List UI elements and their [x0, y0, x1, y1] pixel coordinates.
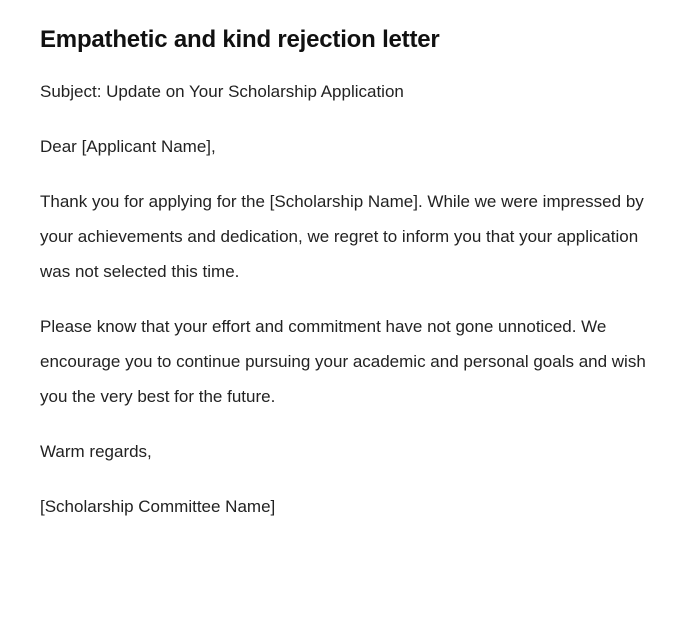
paragraph-closing: Warm regards,: [40, 442, 152, 461]
paragraph-salutation: Dear [Applicant Name],: [40, 137, 216, 156]
paragraph-signature: [Scholarship Committee Name]: [40, 497, 276, 516]
page-title: Empathetic and kind rejection letter: [40, 26, 440, 53]
paragraph-subject: Subject: Update on Your Scholarship Application: [40, 82, 404, 101]
paragraph-body-2: Please know that your effort and commitment have not gone unnoticed. We encourage you to continue pursuing your academic and personal goals and wish you the very best for the future.: [40, 317, 646, 406]
paragraph-body-1: Thank you for applying for the [Scholarship Name]. While we were impressed by your achievements and dedication, we regret to inform you that your application was not selected this time.: [40, 192, 644, 281]
